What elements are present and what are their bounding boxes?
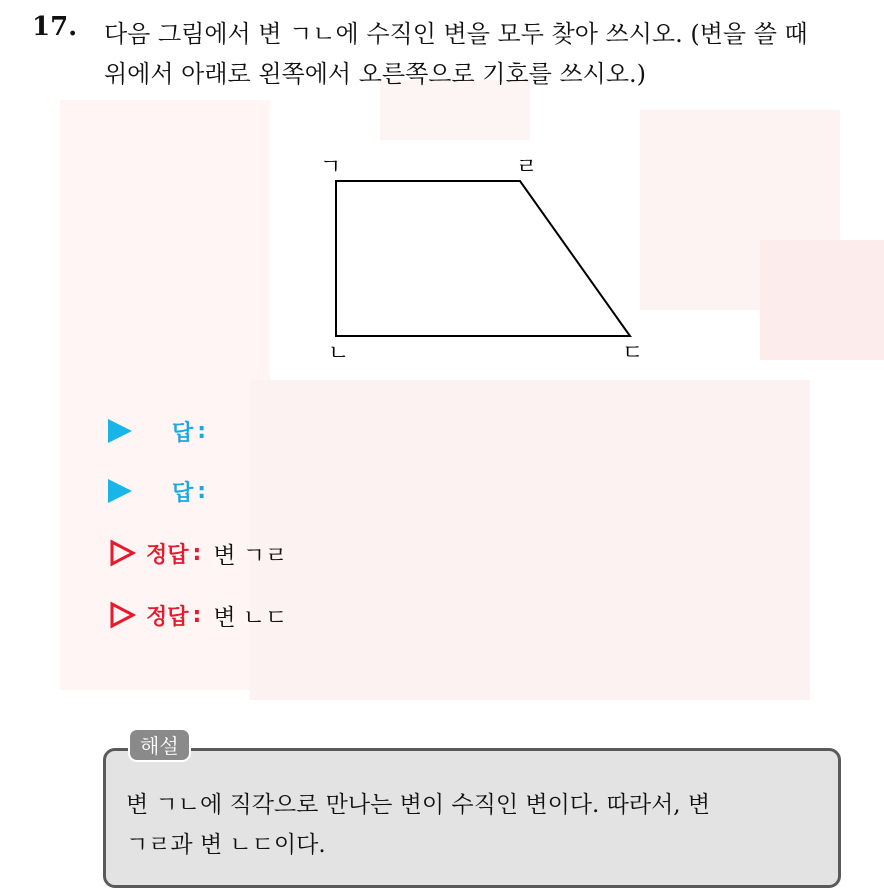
vertex-label-top-left: ㄱ xyxy=(320,155,342,180)
vertex-label-bottom-right: ㄷ xyxy=(622,341,644,366)
outline-triangle-icon xyxy=(108,601,136,629)
explanation-text-line1: 변 ㄱㄴ에 직각으로 만나는 변이 수직인 변이다. 따라서, 변 xyxy=(126,792,711,818)
answer-colon: : xyxy=(197,418,207,444)
trapezoid-shape xyxy=(336,181,630,336)
trapezoid-figure xyxy=(300,150,660,380)
answer-colon: : xyxy=(197,478,207,504)
explanation-text-line2: ㄱㄹ과 변 ㄴㄷ이다. xyxy=(126,832,326,858)
triangle-bullet-icon xyxy=(108,419,132,443)
question-number: 17. xyxy=(32,12,78,42)
correct-answer-label: 정답 xyxy=(146,542,189,568)
correct-answer-colon: : xyxy=(192,540,202,566)
correct-answer-colon: : xyxy=(192,602,202,628)
outline-triangle-icon xyxy=(108,539,136,567)
vertex-label-top-right: ㄹ xyxy=(516,155,538,180)
question-text-line1: 다음 그림에서 변 ㄱㄴ에 수직인 변을 모두 찾아 쓰시오. (변을 쓸 때 xyxy=(104,20,808,48)
answer-row-2 xyxy=(108,473,218,509)
correct-answer-label: 정답 xyxy=(146,604,189,630)
triangle-bullet-icon xyxy=(108,479,132,503)
question-text-line2: 위에서 아래로 왼쪽에서 오른쪽으로 기호를 쓰시오.) xyxy=(104,60,646,88)
correct-answer-row-1 xyxy=(108,535,287,571)
answer-row-1 xyxy=(108,413,218,449)
correct-answer-row-2 xyxy=(108,597,287,633)
vertex-label-bottom-left: ㄴ xyxy=(328,341,350,366)
answer-label: 답 xyxy=(172,480,194,506)
correct-answer-value: 변 ㄴㄷ xyxy=(213,604,288,631)
answer-label: 답 xyxy=(172,420,194,446)
correct-answer-value: 변 ㄱㄹ xyxy=(213,542,288,569)
explanation-tag: 해설 xyxy=(128,728,191,762)
